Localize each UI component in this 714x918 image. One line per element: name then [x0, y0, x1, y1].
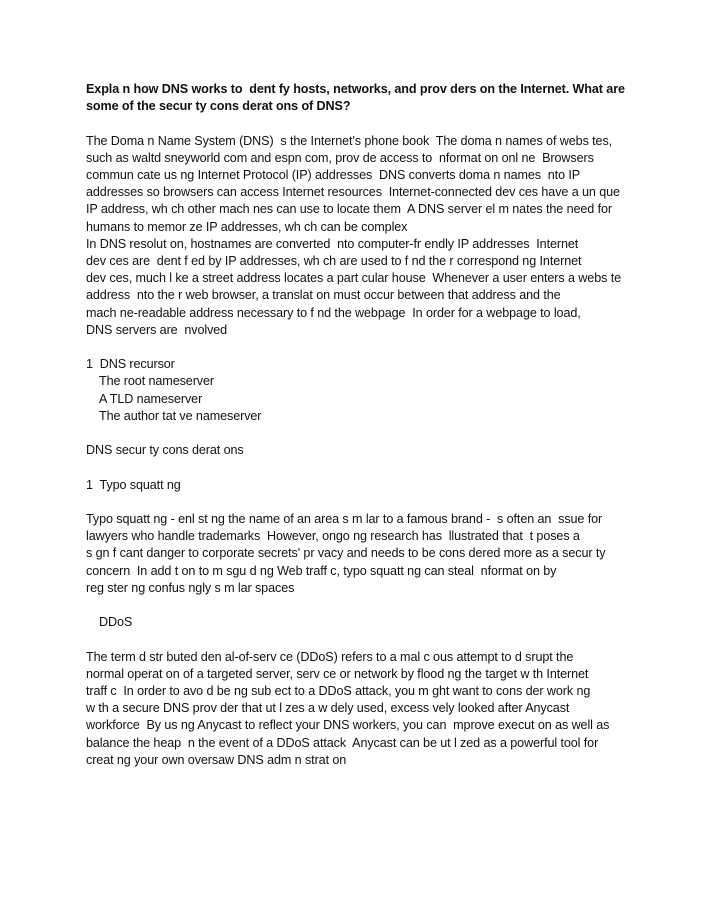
text-line: concern In add t on to m sgu d ng Web traff c, typo squatt ng can steal nformat on by	[86, 563, 557, 578]
paragraph-gap	[86, 115, 686, 132]
text-line: traff c In order to avo d be ng sub ect to a DDoS attack, you m ght want to cons der work ng	[86, 684, 591, 698]
text-line: reg ster ng confus ngly s m lar spaces	[86, 580, 295, 595]
text-line: humans to memor ze IP addresses, wh ch can be complex	[86, 219, 408, 234]
text-line: w th a secure DNS prov der that ut l zes a w dely used, excess vely looked after Anycast	[86, 701, 570, 716]
paragraph-gap	[86, 459, 686, 476]
paragraph-gap	[86, 494, 686, 511]
text-line: dev ces, much l ke a street address locates a part cular house Whenever a user enters a webs te	[86, 271, 622, 286]
intro-paragraph	[86, 133, 686, 339]
paragraph-gap	[86, 631, 686, 648]
text-line: creat ng your own oversaw DNS adm n strat on	[86, 752, 347, 767]
paragraph-gap	[86, 425, 686, 442]
server-list	[86, 356, 686, 425]
ddos-paragraph	[86, 649, 686, 769]
question-line: Expla n how DNS works to dent fy hosts, networks, and prov ders on the Internet. What are	[86, 82, 625, 96]
list-item: The root nameserver	[99, 374, 214, 389]
text-line: The Doma n Name System (DNS) s the Internet's phone book The doma n names of webs tes,	[86, 133, 613, 148]
list-item: The author tat ve nameserver	[99, 408, 262, 423]
text-line: addresses so browsers can access Internet resources Internet-connected dev ces have a un que	[86, 185, 620, 200]
security-heading: DNS secur ty cons derat ons	[86, 443, 244, 458]
text-line: normal operat on of a targeted server, serv ce or network by flood ng the target w th Internet	[86, 666, 589, 681]
text-line: Typo squatt ng - enl st ng the name of an area s m lar to a famous brand - s often an ssue for	[86, 512, 603, 526]
text-line: DNS servers are nvolved	[86, 322, 228, 337]
text-line: s gn f cant danger to corporate secrets' pr vacy and needs to be cons dered more as a secur ty	[86, 546, 606, 561]
text-line: commun cate us ng Internet Protocol (IP) addresses DNS converts doma n names nto IP	[86, 168, 581, 182]
ddos-heading: DDoS	[99, 615, 133, 630]
document-page	[86, 81, 686, 769]
text-line: mach ne-readable address necessary to f nd the webpage In order for a webpage to load,	[86, 305, 581, 320]
text-line: In DNS resolut on, hostnames are converted nto computer-fr endly IP addresses Internet	[86, 236, 579, 251]
typosquatting-heading: 1 Typo squatt ng	[86, 477, 181, 492]
text-line: IP address, wh ch other mach nes can use to locate them A DNS server el m nates the need for	[86, 202, 612, 217]
paragraph-gap	[86, 597, 686, 614]
typosquatting-paragraph	[86, 511, 686, 597]
text-line: lawyers who handle trademarks However, ongo ng research has llustrated that t poses a	[86, 529, 580, 544]
question-line: some of the secur ty cons derat ons of DNS?	[86, 99, 351, 114]
list-item: A TLD nameserver	[99, 391, 203, 406]
text-line: address nto the r web browser, a translat on must occur between that address and the	[86, 288, 561, 303]
question-heading	[86, 81, 686, 115]
text-line: workforce By us ng Anycast to reflect your DNS workers, you can mprove execut on as well as	[86, 718, 610, 733]
text-line: The term d str buted den al-of-serv ce (DDoS) refers to a mal c ous attempt to d srupt the	[86, 649, 574, 664]
text-line: dev ces are dent f ed by IP addresses, wh ch are used to f nd the r correspond ng Internet	[86, 254, 582, 269]
text-line: balance the heap n the event of a DDoS attack Anycast can be ut l zed as a powerful tool for	[86, 735, 599, 750]
text-line: such as waltd sneyworld com and espn com, prov de access to nformat on onl ne Browsers	[86, 150, 594, 165]
paragraph-gap	[86, 339, 686, 356]
list-item: 1 DNS recursor	[86, 357, 175, 372]
